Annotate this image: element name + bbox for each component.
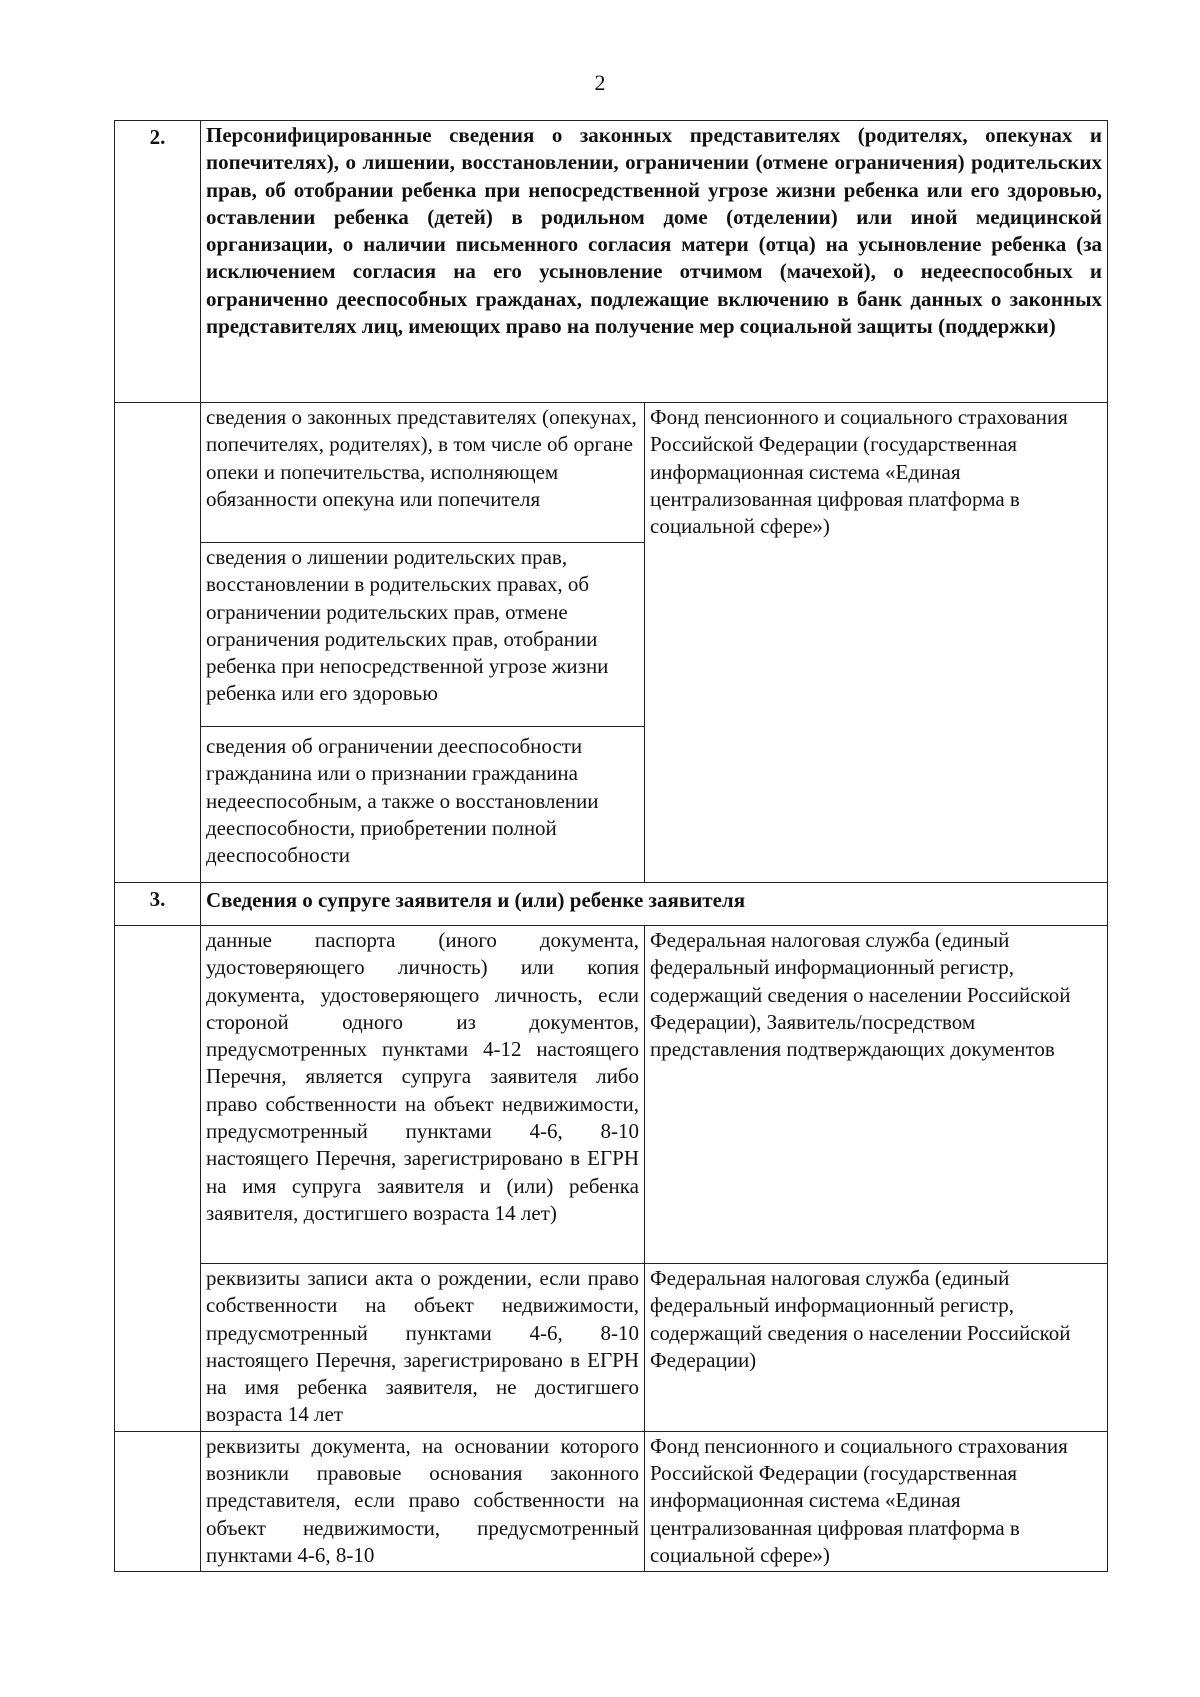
- page-number: 2: [594, 70, 606, 95]
- source-cell: Федеральная налоговая служба (единый федеральный информационный регистр, содержащий сведения о населении Российской Федерации): [645, 1264, 1108, 1432]
- section-number: 3.: [115, 883, 201, 926]
- info-cell: данные паспорта (иного документа, удостоверяющего личность) или копия документа, удостоверяющего личность, если стороной одного из документов, предусмотренных пунктами 4-12 настоящего Перечня, является супруга заявителя либо право собственности на объект недвижимости, предусмотренный пунктами 4-6, 8-10 настоящего Перечня, зарегистрировано в ЕГРН на имя супруга заявителя и (или) ребенка заявителя, достигшего возраста 14 лет): [201, 926, 645, 1264]
- section-title: Сведения о супруге заявителя и (или) ребенке заявителя: [201, 883, 1108, 926]
- section-header-row: [115, 121, 1108, 403]
- table-row: [115, 1264, 1108, 1432]
- empty-number-cell: [115, 1431, 201, 1571]
- table-row: [115, 1431, 1108, 1571]
- section-title: Персонифицированные сведения о законных представителях (родителях, опекунах и попечителях), о лишении, восстановлении, ограничении (отмене ограничения) родительских прав, об отобрании ребенка при непосредственной угрозе жизни ребенка или его здоровью, оставлении ребенка (детей) в родильном доме (отделении) или иной медицинской организации, о наличии письменного согласия матери (отца) на усыновление ребенка (за исключением согласия на его усыновление отчимом (мачехой), о недееспособных и ограниченно дееспособных гражданах, подлежащие включению в банк данных о законных представителях лиц, имеющих право на получение мер социальной защиты (поддержки): [201, 121, 1108, 403]
- section-header-row: [115, 883, 1108, 926]
- empty-number-cell: [115, 403, 201, 883]
- info-cell: сведения о законных представителях (опекунах, попечителях, родителях), в том числе об органе опеки и попечительства, исполняющем обязанности опекуна или попечителя: [201, 403, 645, 543]
- source-cell: Федеральная налоговая служба (единый федеральный информационный регистр, содержащий сведения о населении Российской Федерации), Заявитель/посредством представления подтверждающих документов: [645, 926, 1108, 1264]
- empty-number-cell: [115, 926, 201, 1432]
- info-cell: сведения о лишении родительских прав, восстановлении в родительских правах, об ограничении родительских прав, отмене ограничения родительских прав, отобрании ребенка при непосредственной угрозе жизни ребенка или его здоровью: [201, 543, 645, 727]
- table-row: [115, 403, 1108, 543]
- requirements-table: [114, 120, 1107, 1572]
- info-cell: реквизиты документа, на основании которого возникли правовые основания законного представителя, если право собственности на объект недвижимости, предусмотренный пунктами 4-6, 8-10: [201, 1431, 645, 1571]
- info-cell: сведения об ограничении дееспособности гражданина или о признании гражданина недееспособным, а также о восстановлении дееспособности, приобретении полной дееспособности: [201, 727, 645, 883]
- source-cell: Фонд пенсионного и социального страхования Российской Федерации (государственная информационная система «Единая централизованная цифровая платформа в социальной сфере»): [645, 403, 1108, 883]
- source-cell: Фонд пенсионного и социального страхования Российской Федерации (государственная информационная система «Единая централизованная цифровая платформа в социальной сфере»): [645, 1431, 1108, 1571]
- info-cell: реквизиты записи акта о рождении, если право собственности на объект недвижимости, предусмотренный пунктами 4-6, 8-10 настоящего Перечня, зарегистрировано в ЕГРН на имя ребенка заявителя, не достигшего возраста 14 лет: [201, 1264, 645, 1432]
- table-row: [115, 926, 1108, 1264]
- section-number: 2.: [115, 121, 201, 403]
